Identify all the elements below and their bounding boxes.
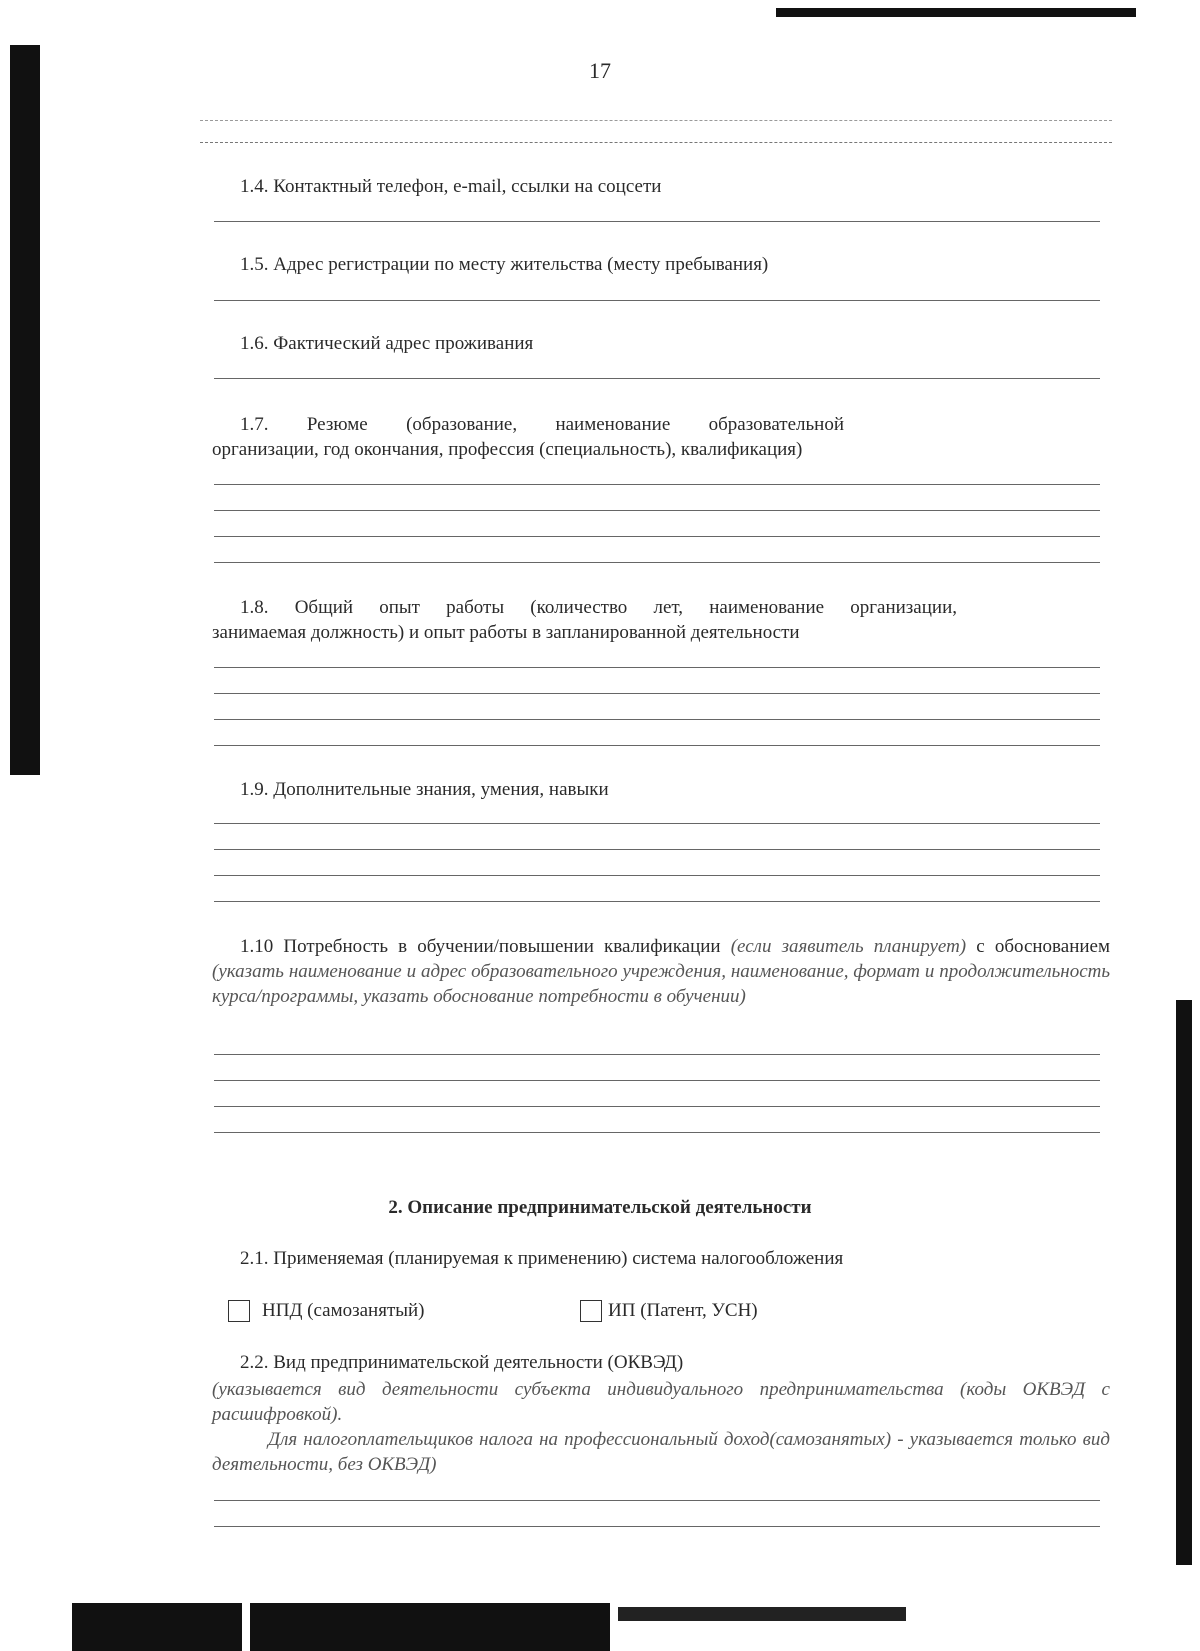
activity-note — [212, 1377, 1110, 1477]
fill-line — [214, 1526, 1100, 1527]
fill-line — [214, 823, 1100, 824]
fill-line — [214, 1106, 1100, 1107]
fill-line — [214, 221, 1100, 222]
fill-line — [214, 1500, 1100, 1501]
activity-note-2: Для налогоплательщиков налога на профессиональный доход(самозанятых) - указывается только вид деятельности, без ОКВЭД) — [212, 1429, 1110, 1475]
experience-line-2: занимаемая должность) и опыт работы в запланированной деятельности — [212, 622, 800, 643]
scan-edge-bottom — [618, 1607, 906, 1621]
field-label-training-needs — [212, 934, 1110, 1009]
fill-line — [214, 693, 1100, 694]
fill-line — [214, 378, 1100, 379]
training-note-2: (указать наименование и адрес образовательного учреждения, наименование, формат и продолжительность курса/программы, указать обоснование потребности в обучении) — [212, 961, 1110, 1007]
option-ip-label: ИП (Патент, УСН) — [608, 1300, 758, 1321]
experience-line-1: 1.8. Общий опыт работы (количество лет, наименование организации, — [240, 597, 957, 618]
field-label-experience — [212, 595, 1110, 645]
fill-line — [214, 901, 1100, 902]
page-number: 17 — [589, 58, 611, 83]
table-remnant-line — [200, 120, 1112, 121]
fill-line — [214, 1054, 1100, 1055]
option-npd[interactable] — [228, 1300, 425, 1322]
table-remnant-line — [200, 142, 1112, 143]
fill-line — [214, 1132, 1100, 1133]
field-label-activity-type: 2.2. Вид предпринимательской деятельности (ОКВЭД) — [240, 1352, 684, 1373]
checkbox-npd[interactable] — [228, 1300, 250, 1322]
fill-line — [214, 300, 1100, 301]
field-label-skills: 1.9. Дополнительные знания, умения, навыки — [240, 779, 609, 800]
fill-line — [214, 719, 1100, 720]
activity-note-1: (указывается вид деятельности субъекта индивидуального предпринимательства (коды ОКВЭД с расшифровкой). — [212, 1379, 1110, 1425]
option-npd-label: НПД (самозанятый) — [262, 1300, 425, 1321]
field-label-actual-address: 1.6. Фактический адрес проживания — [240, 333, 534, 354]
field-label-registration-address: 1.5. Адрес регистрации по месту жительства (месту пребывания) — [240, 254, 769, 275]
scan-edge-right — [1176, 1000, 1192, 1565]
training-mid: с обоснованием — [976, 936, 1111, 957]
fill-line — [214, 849, 1100, 850]
scan-edge-left — [10, 45, 40, 775]
scan-edge-top — [776, 8, 1136, 17]
fill-line — [214, 510, 1100, 511]
training-lead: 1.10 Потребность в обучении/повышении квалификации — [240, 936, 721, 957]
fill-line — [214, 536, 1100, 537]
fill-line — [214, 484, 1100, 485]
section-title: 2. Описание предпринимательской деятельности — [388, 1197, 812, 1218]
fill-line — [214, 1080, 1100, 1081]
resume-line-1: 1.7. Резюме (образование, наименование образовательной — [240, 414, 844, 435]
field-label-tax-system: 2.1. Применяемая (планируемая к применению) система налогообложения — [240, 1248, 844, 1269]
resume-line-2: организации, год окончания, профессия (специальность), квалификация) — [212, 439, 803, 460]
fill-line — [214, 875, 1100, 876]
checkbox-ip[interactable] — [580, 1300, 602, 1322]
fill-line — [214, 745, 1100, 746]
training-note-1: (если заявитель планирует) — [730, 936, 967, 957]
scan-edge-bottom — [72, 1603, 242, 1651]
field-label-resume — [212, 412, 1110, 462]
option-ip[interactable] — [580, 1300, 758, 1322]
fill-line — [214, 667, 1100, 668]
fill-line — [214, 562, 1100, 563]
field-label-contacts: 1.4. Контактный телефон, e-mail, ссылки на соцсети — [240, 176, 662, 197]
scan-edge-bottom — [250, 1603, 610, 1651]
